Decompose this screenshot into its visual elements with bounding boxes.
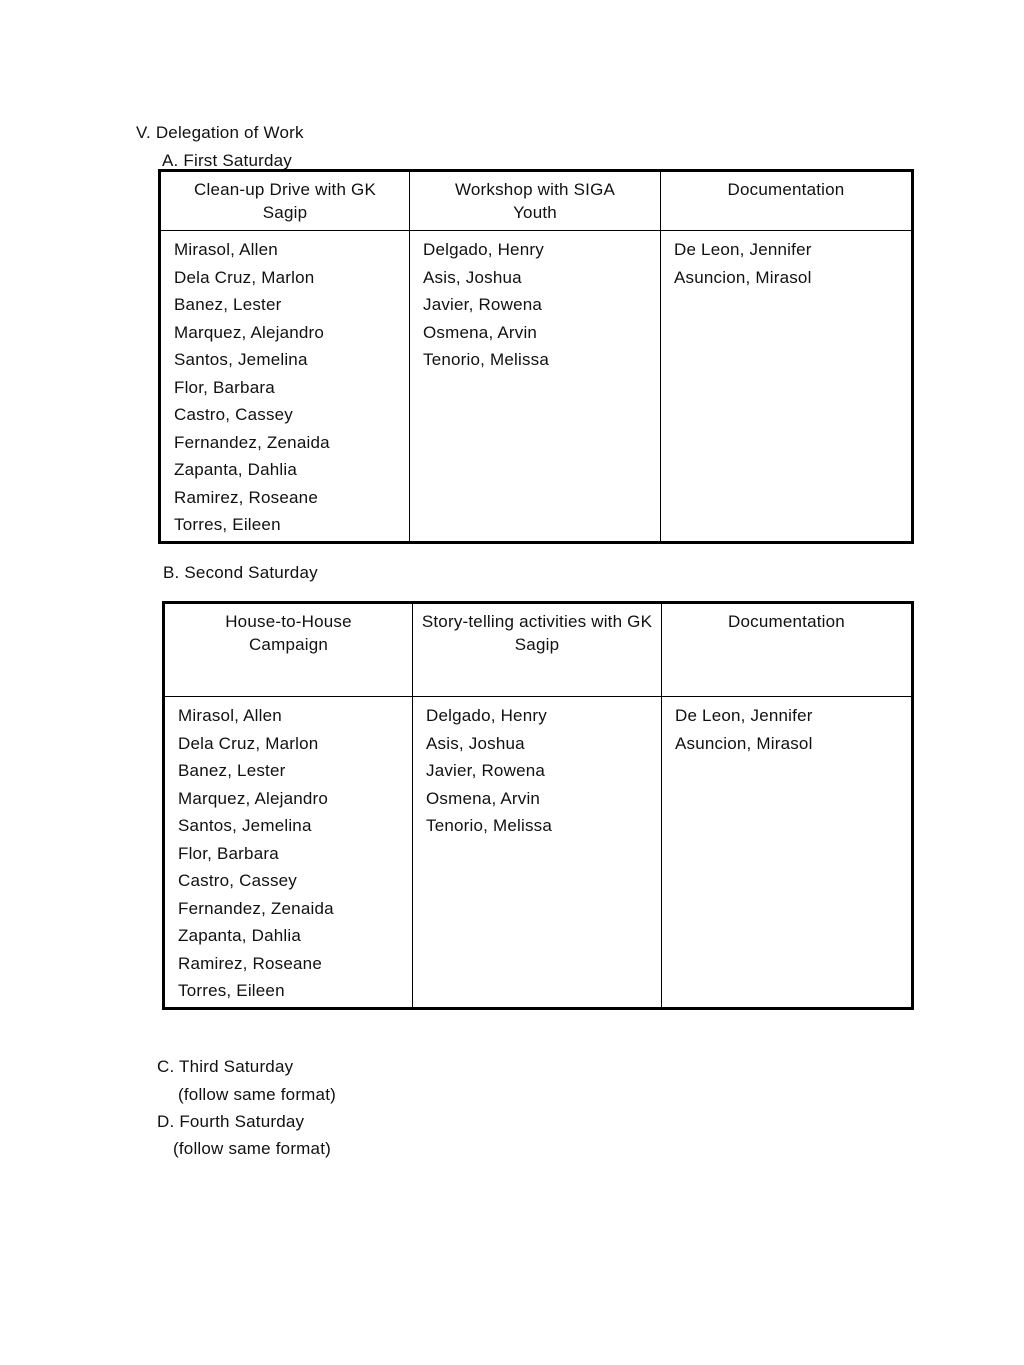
name-item: Asuncion, Mirasol bbox=[674, 267, 812, 287]
name-item: Banez, Lester bbox=[178, 761, 286, 780]
name-item: De Leon, Jennifer bbox=[674, 240, 812, 259]
column-header-documentation: Documentation bbox=[662, 603, 913, 697]
name-list bbox=[423, 236, 660, 374]
name-item: Zapanta, Dahlia bbox=[178, 926, 302, 945]
house-campaign-names-cell bbox=[164, 697, 413, 1009]
column-header-house-campaign: House-to-House Campaign bbox=[164, 603, 413, 697]
column-header-cleanup-drive: Clean-up Drive with GK Sagip bbox=[160, 171, 410, 231]
name-item: Tenorio, Melissa bbox=[426, 816, 553, 835]
name-item: De Leon, Jennifer bbox=[675, 706, 813, 725]
name-item: Osmena, Arvin bbox=[423, 322, 538, 342]
third-saturday-note: (follow same format) bbox=[178, 1085, 336, 1104]
first-saturday-label: A. First Saturday bbox=[162, 151, 292, 170]
column-header-documentation: Documentation bbox=[661, 171, 913, 231]
name-item: Delgado, Henry bbox=[426, 706, 547, 725]
name-item: Marquez, Alejandro bbox=[178, 788, 329, 808]
name-item: Dela Cruz, Marlon bbox=[178, 733, 319, 753]
name-item: Tenorio, Melissa bbox=[423, 350, 550, 369]
name-list bbox=[675, 702, 911, 757]
story-telling-names-cell bbox=[413, 697, 662, 1009]
name-item: Flor, Barbara bbox=[174, 377, 275, 397]
name-item: Banez, Lester bbox=[174, 295, 282, 314]
name-item: Mirasol, Allen bbox=[174, 240, 278, 259]
name-item: Torres, Eileen bbox=[174, 515, 281, 534]
column-header-workshop: Workshop with SIGA Youth bbox=[410, 171, 661, 231]
name-item: Ramirez, Roseane bbox=[178, 953, 322, 973]
name-list bbox=[674, 236, 911, 291]
name-item: Zapanta, Dahlia bbox=[174, 460, 298, 479]
name-item: Ramirez, Roseane bbox=[174, 487, 318, 507]
name-item: Osmena, Arvin bbox=[426, 788, 541, 808]
third-saturday-label: C. Third Saturday bbox=[157, 1057, 294, 1076]
fourth-saturday-note: (follow same format) bbox=[173, 1139, 331, 1158]
name-item: Santos, Jemelina bbox=[174, 350, 308, 369]
name-item: Javier, Rowena bbox=[426, 761, 546, 780]
name-item: Delgado, Henry bbox=[423, 240, 544, 259]
name-item: Flor, Barbara bbox=[178, 843, 279, 863]
name-item: Torres, Eileen bbox=[178, 981, 285, 1000]
second-saturday-label: B. Second Saturday bbox=[163, 563, 318, 582]
name-list bbox=[178, 702, 412, 1005]
documentation-names-cell bbox=[661, 231, 913, 543]
name-item: Asis, Joshua bbox=[423, 267, 522, 287]
name-item: Fernandez, Zenaida bbox=[178, 898, 334, 918]
name-item: Mirasol, Allen bbox=[178, 706, 282, 725]
cleanup-drive-names-cell bbox=[160, 231, 410, 543]
name-item: Santos, Jemelina bbox=[178, 816, 312, 835]
name-item: Dela Cruz, Marlon bbox=[174, 267, 315, 287]
name-item: Castro, Cassey bbox=[174, 405, 294, 424]
name-item: Javier, Rowena bbox=[423, 295, 543, 314]
fourth-saturday-label: D. Fourth Saturday bbox=[157, 1112, 305, 1131]
second-saturday-table bbox=[162, 601, 914, 1010]
name-list bbox=[426, 702, 661, 840]
name-item: Asis, Joshua bbox=[426, 733, 525, 753]
first-saturday-table bbox=[158, 169, 914, 544]
name-item: Castro, Cassey bbox=[178, 871, 298, 890]
section-title: V. Delegation of Work bbox=[136, 123, 304, 142]
name-item: Asuncion, Mirasol bbox=[675, 733, 813, 753]
name-item: Marquez, Alejandro bbox=[174, 322, 325, 342]
name-item: Fernandez, Zenaida bbox=[174, 432, 330, 452]
workshop-names-cell bbox=[410, 231, 661, 543]
column-header-story-telling: Story-telling activities with GK Sagip bbox=[413, 603, 662, 697]
documentation-names-cell bbox=[662, 697, 913, 1009]
name-list bbox=[174, 236, 409, 539]
